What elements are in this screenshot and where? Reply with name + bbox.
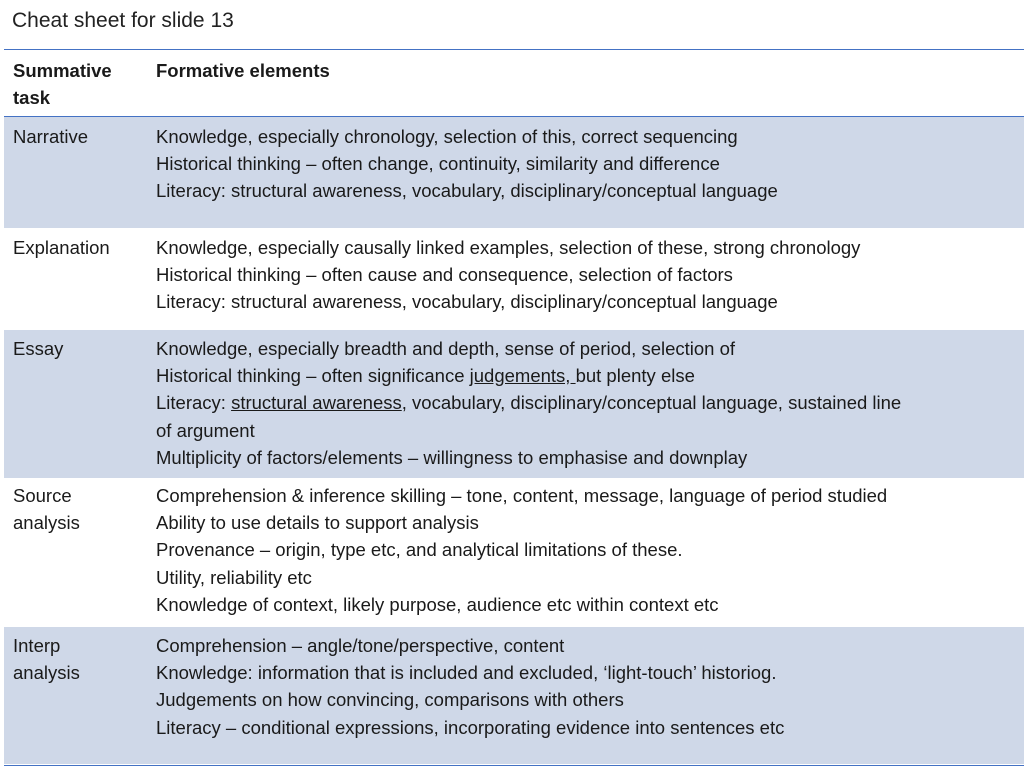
elements-cell <box>146 123 1024 228</box>
element-line: Judgements on how convincing, comparisons with others <box>156 689 624 711</box>
task-cell <box>4 234 146 330</box>
cheat-sheet-table <box>4 51 1024 764</box>
element-line: Comprehension & inference skilling – tone, content, message, language of period studied <box>156 485 888 506</box>
table-row-source-analysis <box>4 478 1024 627</box>
task-cell <box>4 335 146 478</box>
task-label: Source <box>13 485 72 506</box>
table-row-narrative <box>4 117 1024 228</box>
element-line <box>156 389 1018 416</box>
element-text: Historical thinking – often significance <box>156 365 470 387</box>
slide-title: Cheat sheet for slide 13 <box>12 9 234 32</box>
element-line: Knowledge of context, likely purpose, audience etc within context etc <box>156 593 719 615</box>
task-label: analysis <box>13 512 80 534</box>
task-label: Narrative <box>13 126 89 147</box>
task-label: Interp <box>13 635 61 656</box>
title-divider <box>4 49 1024 50</box>
element-line: Comprehension – angle/tone/perspective, content <box>156 635 565 656</box>
elements-cell <box>146 482 1024 627</box>
element-line: Knowledge, especially causally linked examples, selection of these, strong chronology <box>156 237 861 258</box>
table-header-row <box>4 51 1024 117</box>
elements-cell <box>146 234 1024 330</box>
table-row-essay <box>4 330 1024 478</box>
element-text: Literacy: <box>156 392 232 414</box>
underlined-text: structural awareness <box>231 392 402 414</box>
table-bottom-divider <box>4 765 1024 766</box>
element-line: Historical thinking – often cause and consequence, selection of factors <box>156 264 733 286</box>
task-cell <box>4 123 146 228</box>
element-line: Utility, reliability etc <box>156 566 312 588</box>
element-text: , vocabulary, disciplinary/conceptual language, sustained line <box>401 392 902 414</box>
underlined-text: judgements, <box>469 365 576 387</box>
header-elements-label: Formative elements <box>156 60 330 81</box>
table-row-explanation <box>4 228 1024 330</box>
task-label: Essay <box>13 338 64 359</box>
element-line: Historical thinking – often change, continuity, similarity and difference <box>156 153 720 175</box>
header-task-label: Summative task <box>13 60 112 109</box>
element-line: Knowledge, especially breadth and depth, sense of period, selection of <box>156 338 736 359</box>
element-line: Multiplicity of factors/elements – willingness to emphasise and downplay <box>156 446 748 468</box>
task-label: Explanation <box>13 237 110 258</box>
element-line: Literacy – conditional expressions, incorporating evidence into sentences etc <box>156 716 785 738</box>
table-row-interp-analysis <box>4 627 1024 764</box>
element-line: Provenance – origin, type etc, and analytical limitations of these. <box>156 539 683 561</box>
element-line: of argument <box>156 419 255 441</box>
task-label: analysis <box>13 662 80 684</box>
elements-cell <box>146 335 1024 478</box>
elements-cell <box>146 632 1024 764</box>
element-line: Literacy: structural awareness, vocabulary, disciplinary/conceptual language <box>156 291 778 313</box>
element-line <box>156 362 1018 389</box>
element-text: but plenty else <box>575 365 695 387</box>
task-cell <box>4 632 146 764</box>
element-line: Knowledge: information that is included and excluded, ‘light-touch’ historiog. <box>156 662 777 684</box>
element-line: Ability to use details to support analysis <box>156 512 479 534</box>
element-line: Literacy: structural awareness, vocabulary, disciplinary/conceptual language <box>156 180 778 202</box>
task-cell <box>4 482 146 627</box>
header-formative-elements <box>146 57 1024 116</box>
header-summative-task <box>4 57 146 116</box>
element-line: Knowledge, especially chronology, selection of this, correct sequencing <box>156 126 738 147</box>
